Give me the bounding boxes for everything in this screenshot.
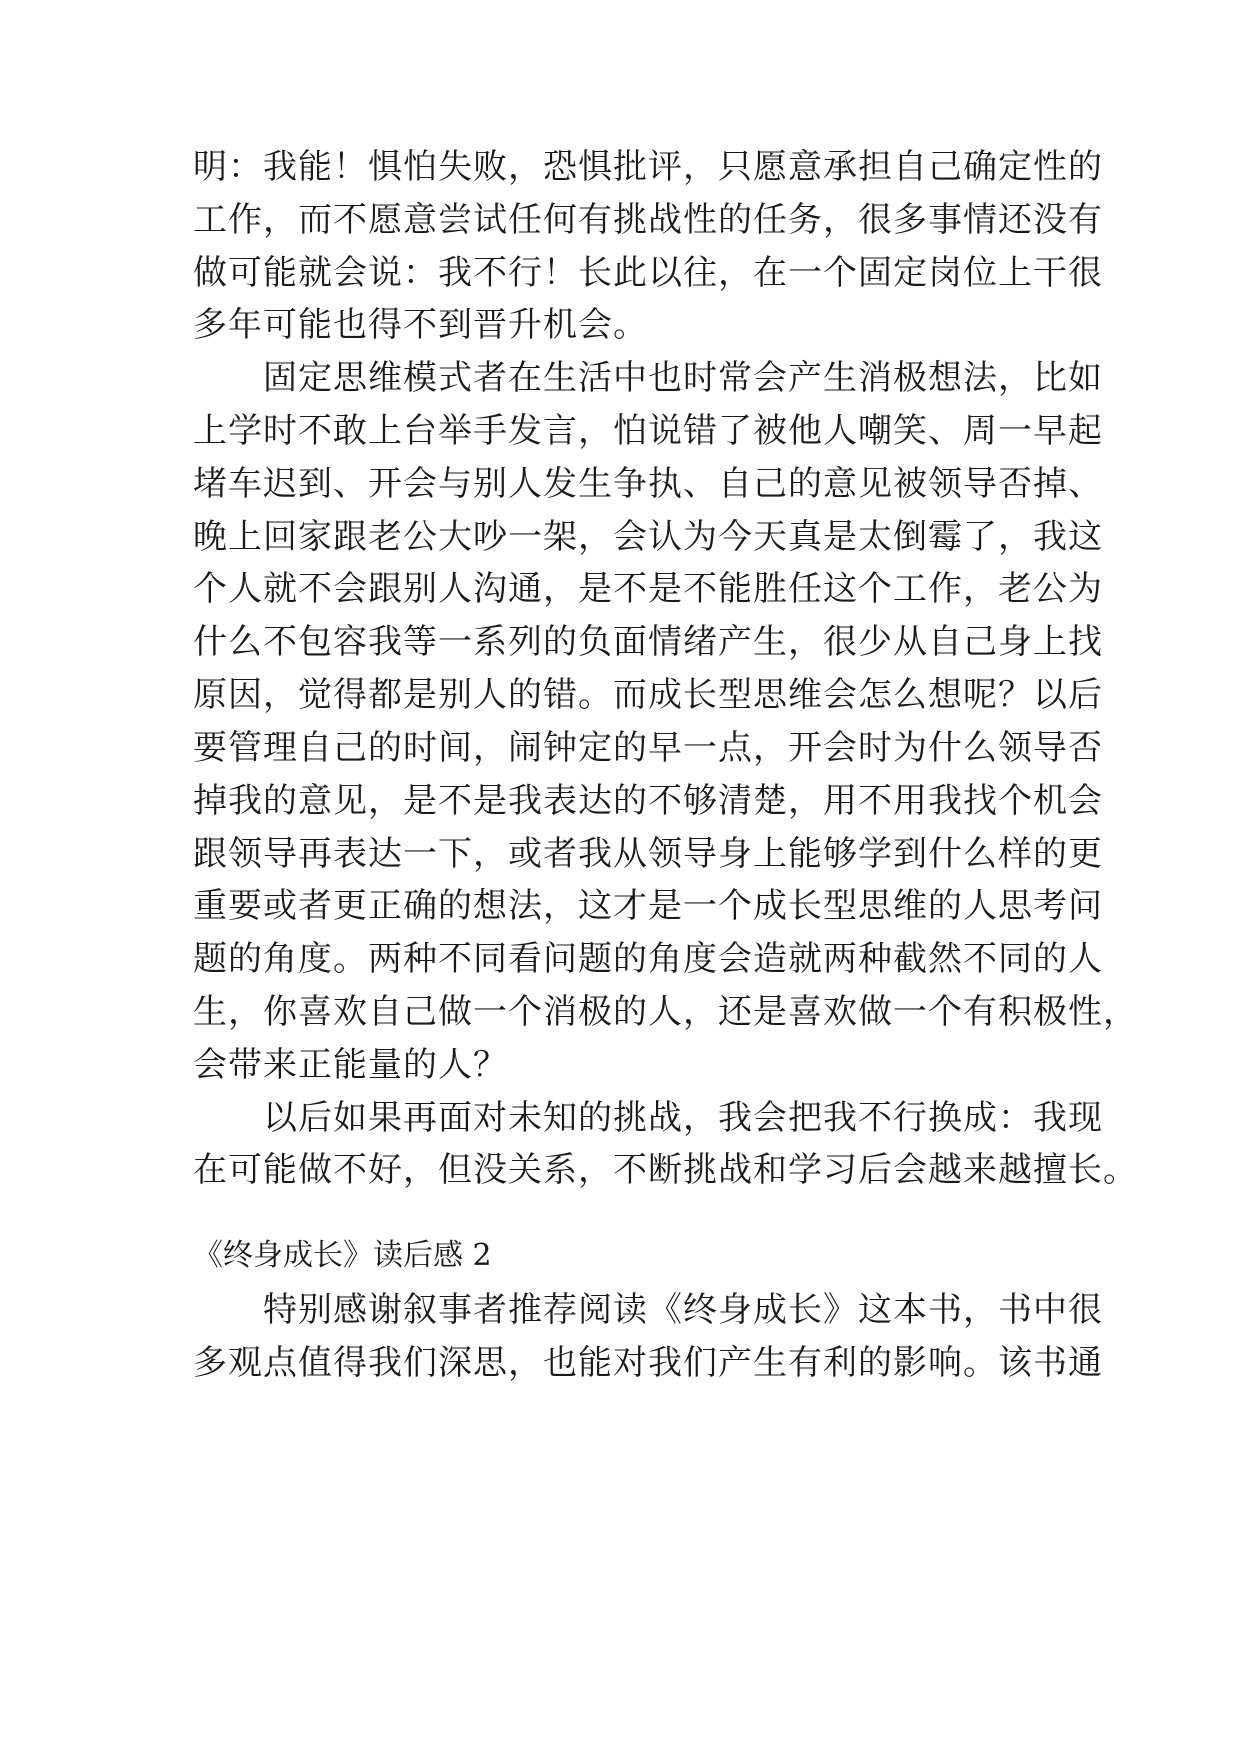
text-line: 晚上回家跟老公大吵一架，会认为今天真是太倒霉了，我这 — [193, 517, 1103, 557]
text-line: 以后如果再面对未知的挑战，我会把我不行换成：我现 — [193, 1098, 1103, 1138]
text-line: 什么不包容我等一系列的负面情绪产生，很少从自己身上找 — [193, 622, 1103, 662]
text-line: 跟领导再表达一下，或者我从领导身上能够学到什么样的更 — [193, 834, 1103, 874]
text-line: 原因，觉得都是别人的错。而成长型思维会怎么想呢？以后 — [193, 675, 1103, 715]
text-line: 上学时不敢上台举手发言，怕说错了被他人嘲笑、周一早起 — [193, 411, 1103, 451]
text-line: 掉我的意见，是不是我表达的不够清楚，用不用我找个机会 — [193, 781, 1103, 821]
text-line: 多年可能也得不到晋升机会。 — [193, 305, 648, 345]
text-line: 多观点值得我们深思，也能对我们产生有利的影响。该书通 — [193, 1343, 1103, 1383]
text-line: 工作，而不愿意尝试任何有挑战性的任务，很多事情还没有 — [193, 200, 1103, 240]
text-line: 堵车迟到、开会与别人发生争执、自己的意见被领导否掉、 — [193, 464, 1103, 504]
text-line: 会带来正能量的人？ — [193, 1045, 508, 1085]
text-line: 个人就不会跟别人沟通，是不是不能胜任这个工作，老公为 — [193, 569, 1103, 609]
text-line: 题的角度。两种不同看问题的角度会造就两种截然不同的人 — [193, 939, 1103, 979]
text-line: 在可能做不好，但没关系，不断挑战和学习后会越来越擅长。 — [193, 1150, 1138, 1190]
text-line: 明：我能！惧怕失败，恐惧批评，只愿意承担自己确定性的 — [193, 147, 1103, 187]
text-line: 做可能就会说：我不行！长此以往，在一个固定岗位上干很 — [193, 253, 1103, 293]
text-line: 固定思维模式者在生活中也时常会产生消极想法，比如 — [193, 358, 1103, 398]
section-heading: 《终身成长》读后感 2 — [193, 1238, 492, 1273]
text-line: 生，你喜欢自己做一个消极的人，还是喜欢做一个有积极性， — [193, 992, 1138, 1032]
text-line: 要管理自己的时间，闹钟定的早一点，开会时为什么领导否 — [193, 728, 1103, 768]
text-line: 特别感谢叙事者推荐阅读《终身成长》这本书，书中很 — [193, 1290, 1103, 1330]
text-line: 重要或者更正确的想法，这才是一个成长型思维的人思考问 — [193, 886, 1103, 926]
